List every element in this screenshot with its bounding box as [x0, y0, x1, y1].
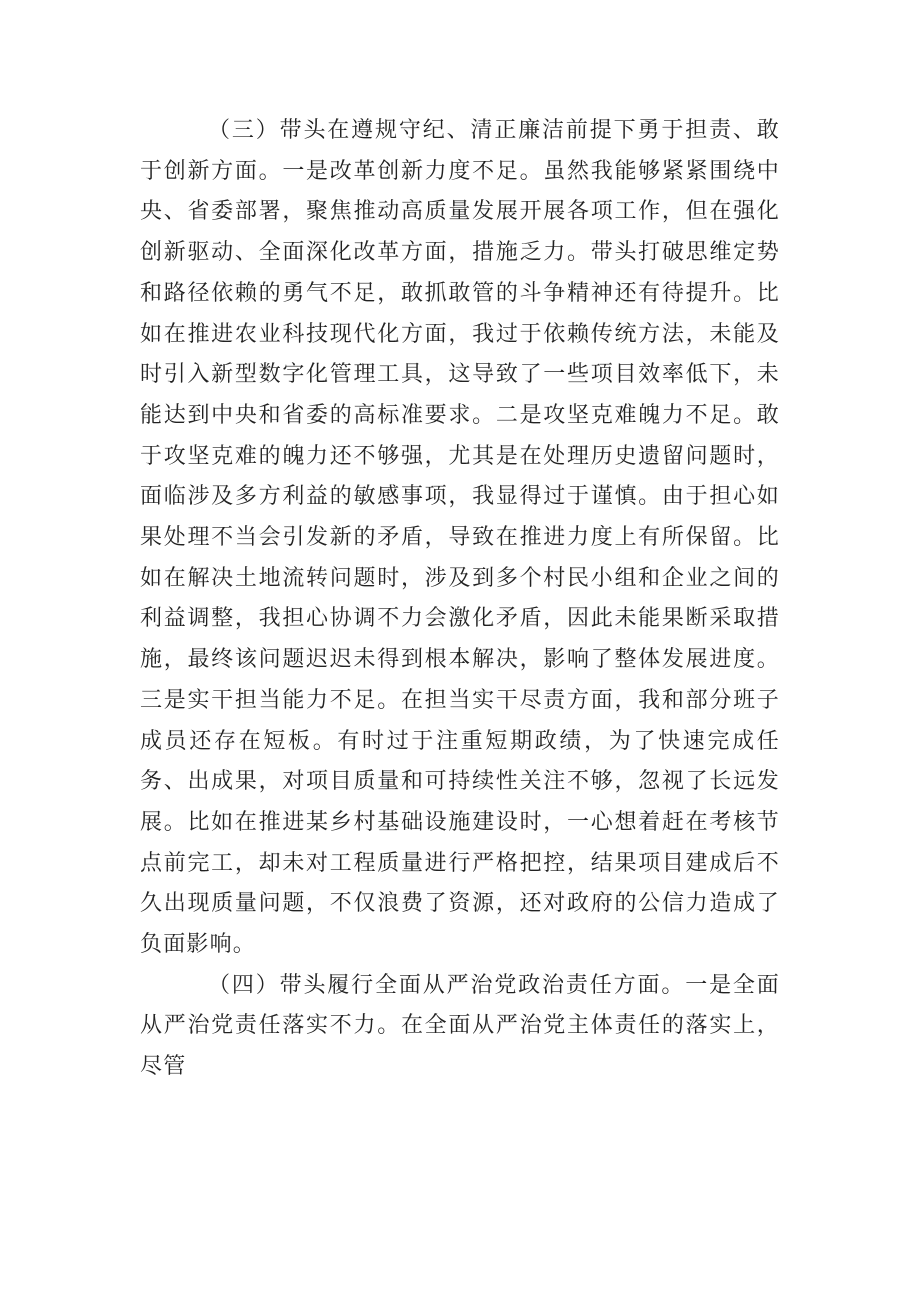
paragraph-section-three: （三）带头在遵规守纪、清正廉洁前提下勇于担责、敢于创新方面。一是改革创新力度不足。虽然我能够紧紧围绕中央、省委部署，聚焦推动高质量发展开展各项工作，但在强化创新驱动、全面深化改革方面，措施乏力。带头打破思维定势和路径依赖的勇气不足，敢抓敢管的斗争精神还有待提升。比如在推进农业科技现代化方面，我过于依赖传统方法，未能及时引入新型数字化管理工具，这导致了一些项目效率低下，未能达到中央和省委的高标准要求。二是攻坚克难魄力不足。敢于攻坚克难的魄力还不够强，尤其是在处理历史遗留问题时，面临涉及多方利益的敏感事项，我显得过于谨慎。由于担心如果处理不当会引发新的矛盾，导致在推进力度上有所保留。比如在解决土地流转问题时，涉及到多个村民小组和企业之间的利益调整，我担心协调不力会激化矛盾，因此未能果断采取措施，最终该问题迟迟未得到根本解决，影响了整体发展进度。三是实干担当能力不足。在担当实干尽责方面，我和部分班子成员还存在短板。有时过于注重短期政绩，为了快速完成任务、出成果，对项目质量和可持续性关注不够，忽视了长远发展。比如在推进某乡村基础设施建设时，一心想着赶在考核节点前完工，却未对工程质量进行严格把控，结果项目建成后不久出现质量问题，不仅浪费了资源，还对政府的公信力造成了负面影响。 [140, 118, 780, 958]
document-body [140, 111, 780, 1088]
paragraph-section-four: （四）带头履行全面从严治党政治责任方面。一是全面从严治党责任落实不力。在全面从严治党主体责任的落实上，尽管 [140, 972, 780, 1080]
